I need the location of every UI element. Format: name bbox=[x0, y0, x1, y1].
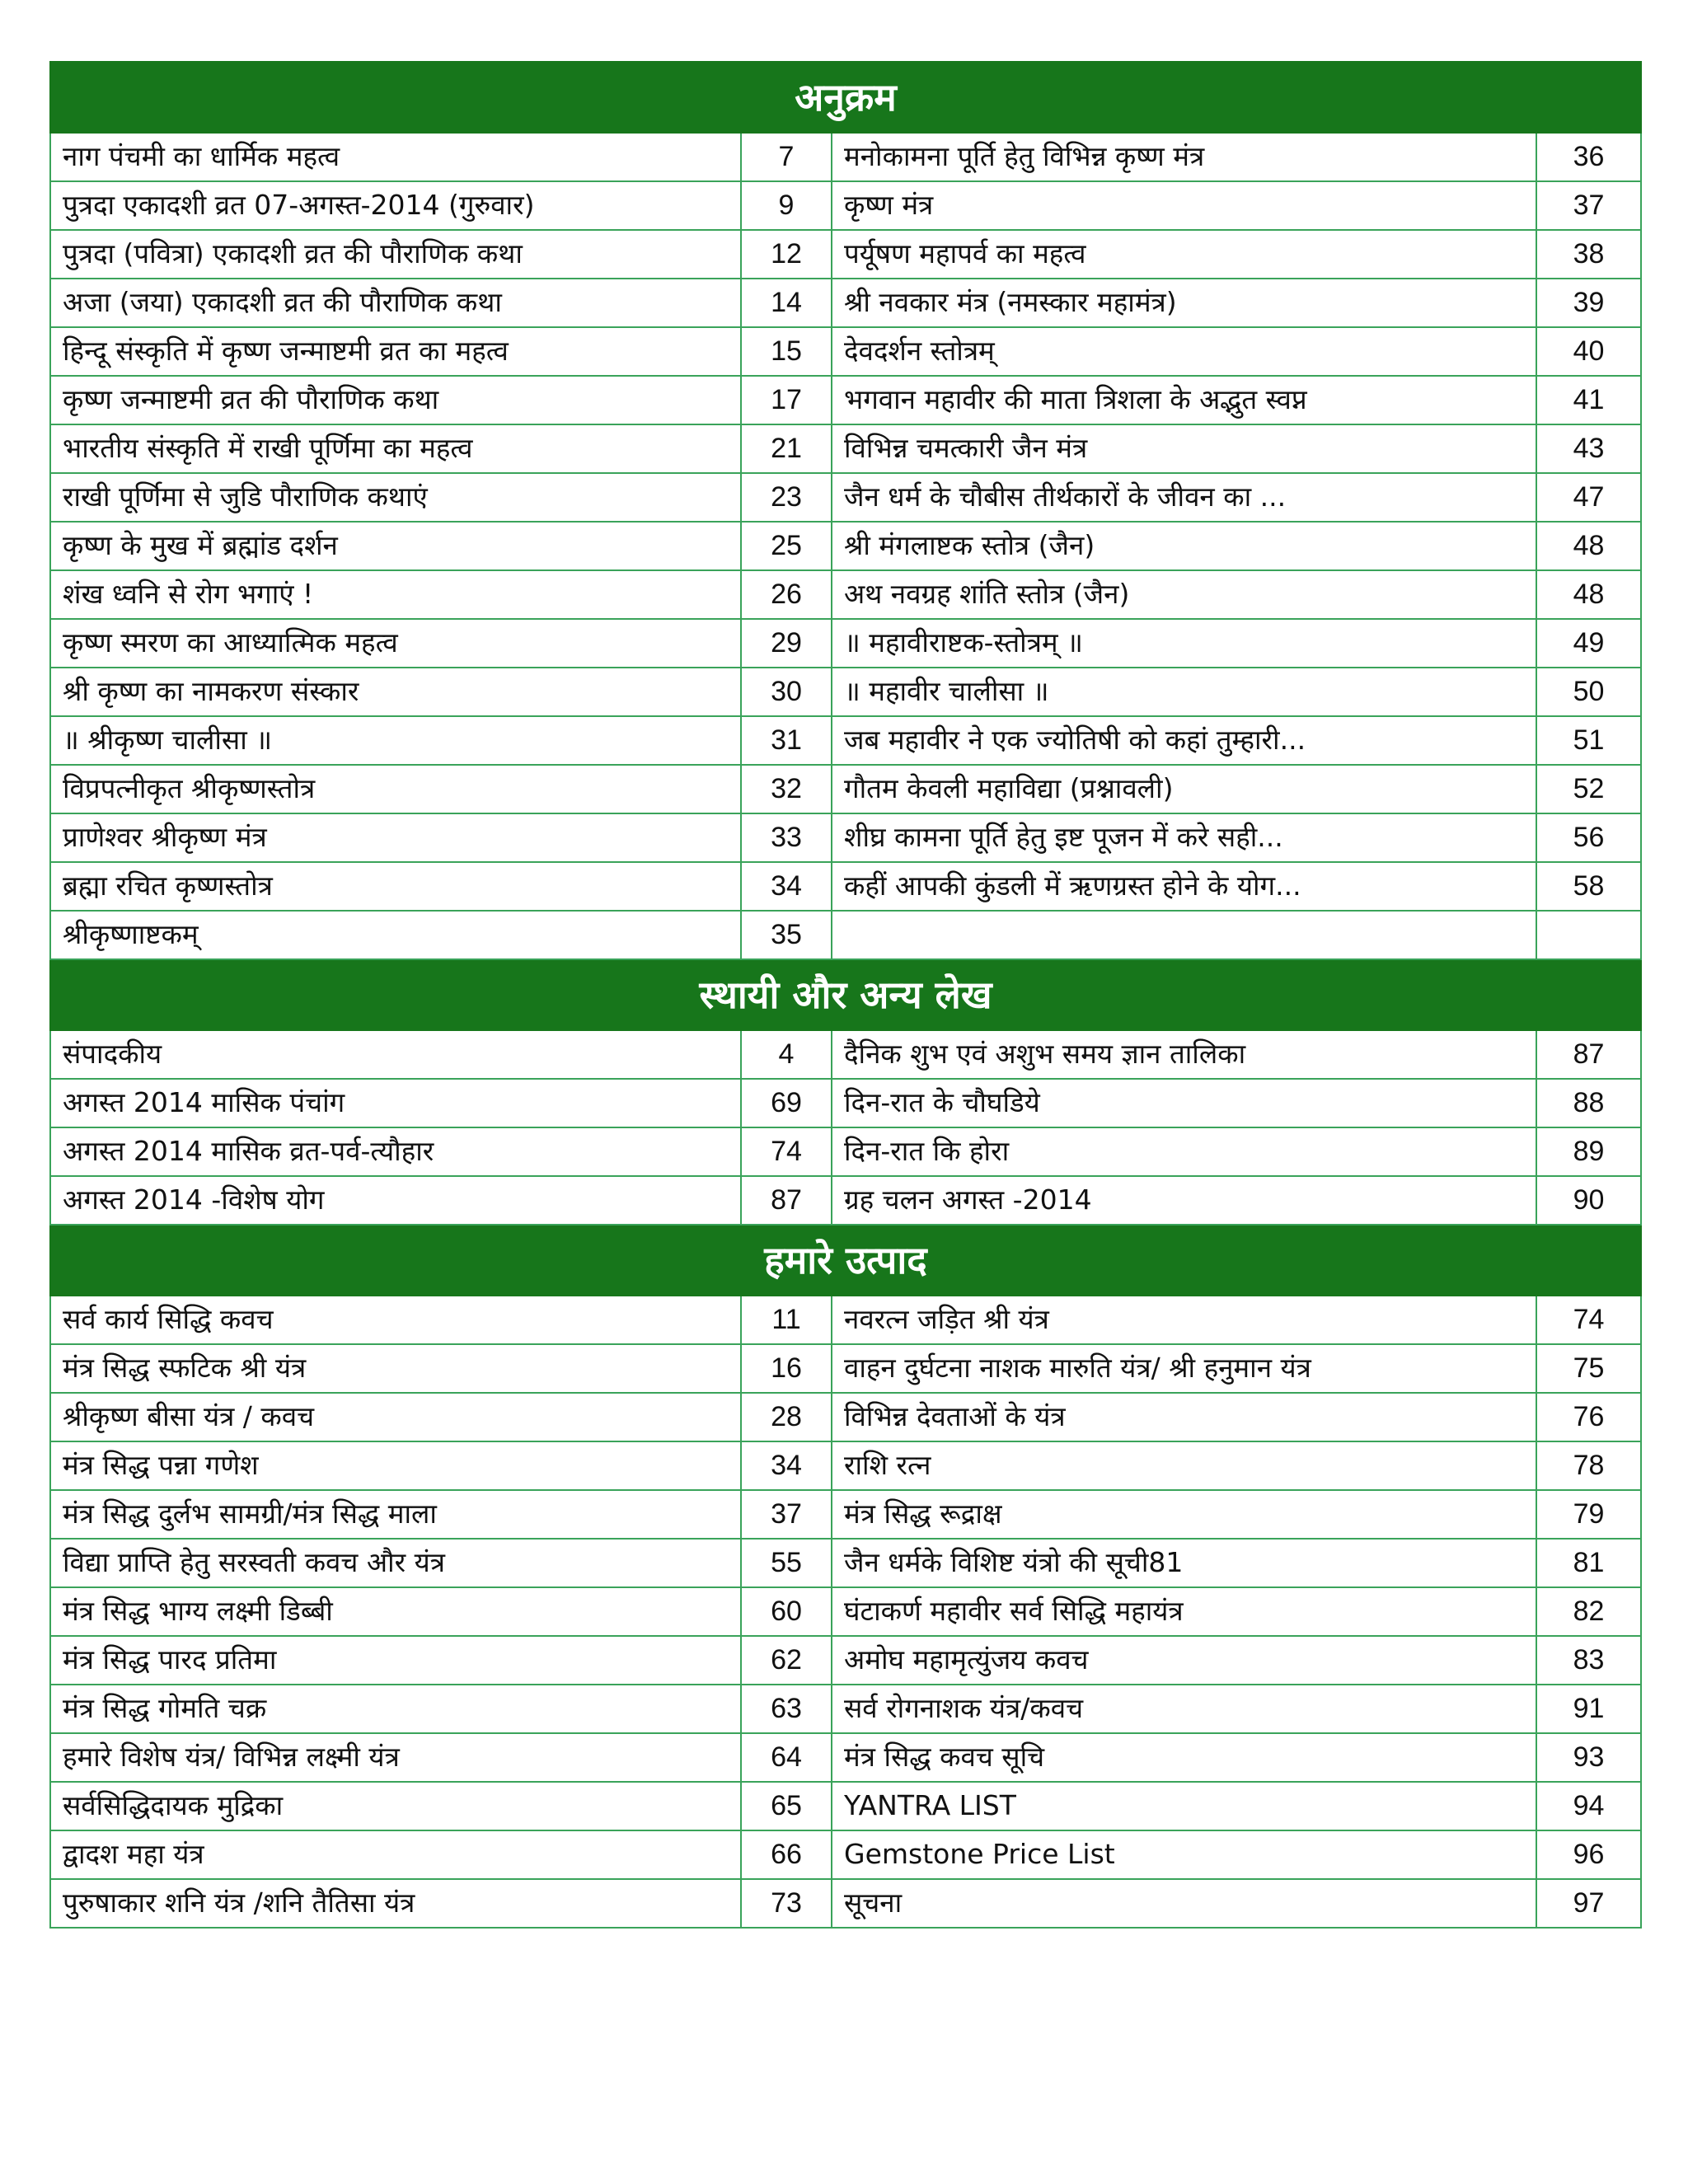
toc-entry-page: 21 bbox=[741, 424, 832, 473]
toc-entry-page: 74 bbox=[1536, 1296, 1641, 1344]
toc-row bbox=[50, 1030, 1641, 1079]
toc-row bbox=[50, 133, 1641, 181]
toc-entry-title: अगस्त 2014 मासिक पंचांग bbox=[50, 1079, 741, 1127]
toc-entry-title: सर्व रोगनाशक यंत्र/कवच bbox=[832, 1685, 1536, 1733]
toc-entry-page: 97 bbox=[1536, 1879, 1641, 1928]
toc-entry-page bbox=[1536, 911, 1641, 959]
toc-entry-page: 62 bbox=[741, 1636, 832, 1685]
section-title: अनुक्रम bbox=[50, 62, 1641, 133]
toc-entry-title: विद्या प्राप्ति हेतु सरस्वती कवच और यंत्र bbox=[50, 1539, 741, 1587]
toc-row bbox=[50, 1733, 1641, 1782]
toc-entry-page: 51 bbox=[1536, 716, 1641, 765]
toc-entry-page: 87 bbox=[741, 1176, 832, 1225]
toc-row bbox=[50, 619, 1641, 668]
toc-row bbox=[50, 473, 1641, 522]
toc-row bbox=[50, 813, 1641, 862]
section-title: स्थायी और अन्य लेख bbox=[50, 959, 1641, 1030]
toc-entry-title: श्री नवकार मंत्र (नमस्कार महामंत्र) bbox=[832, 279, 1536, 327]
toc-entry-page: 4 bbox=[741, 1030, 832, 1079]
toc-entry-title: विप्रपत्नीकृत श्रीकृष्णस्तोत्र bbox=[50, 765, 741, 813]
toc-entry-page: 49 bbox=[1536, 619, 1641, 668]
toc-entry-page: 29 bbox=[741, 619, 832, 668]
section-header bbox=[50, 1225, 1641, 1296]
toc-row bbox=[50, 1587, 1641, 1636]
toc-entry-title: मंत्र सिद्ध गोमति चक्र bbox=[50, 1685, 741, 1733]
toc-body bbox=[50, 62, 1641, 1928]
toc-entry-title: श्रीकृष्ण बीसा यंत्र / कवच bbox=[50, 1393, 741, 1441]
toc-entry-page: 75 bbox=[1536, 1344, 1641, 1393]
toc-entry-title: मंत्र सिद्ध स्फटिक श्री यंत्र bbox=[50, 1344, 741, 1393]
toc-entry-title: कहीं आपकी कुंडली में ऋणग्रस्त होने के योग... bbox=[832, 862, 1536, 911]
toc-entry-title: मंत्र सिद्ध पन्ना गणेश bbox=[50, 1441, 741, 1490]
toc-row bbox=[50, 1441, 1641, 1490]
toc-entry-page: 41 bbox=[1536, 376, 1641, 424]
toc-entry-page: 37 bbox=[741, 1490, 832, 1539]
toc-entry-title: हमारे विशेष यंत्र/ विभिन्न लक्ष्मी यंत्र bbox=[50, 1733, 741, 1782]
toc-entry-page: 30 bbox=[741, 668, 832, 716]
toc-entry-title: विभिन्न चमत्कारी जैन मंत्र bbox=[832, 424, 1536, 473]
toc-entry-page: 81 bbox=[1536, 1539, 1641, 1587]
toc-entry-page: 33 bbox=[741, 813, 832, 862]
toc-entry-page: 28 bbox=[741, 1393, 832, 1441]
toc-row bbox=[50, 570, 1641, 619]
section-title: हमारे उत्पाद bbox=[50, 1225, 1641, 1296]
toc-entry-title: नाग पंचमी का धार्मिक महत्व bbox=[50, 133, 741, 181]
toc-entry-page: 35 bbox=[741, 911, 832, 959]
toc-entry-title: जैन धर्मके विशिष्ट यंत्रो की सूची81 bbox=[832, 1539, 1536, 1587]
toc-row bbox=[50, 1490, 1641, 1539]
toc-entry-title: दिन-रात के चौघडिये bbox=[832, 1079, 1536, 1127]
toc-entry-title: मंत्र सिद्ध रूद्राक्ष bbox=[832, 1490, 1536, 1539]
toc-row bbox=[50, 1636, 1641, 1685]
toc-entry-page: 69 bbox=[741, 1079, 832, 1127]
toc-row bbox=[50, 716, 1641, 765]
toc-entry-title: जब महावीर ने एक ज्योतिषी को कहां तुम्हारी... bbox=[832, 716, 1536, 765]
toc-row bbox=[50, 230, 1641, 279]
toc-entry-page: 32 bbox=[741, 765, 832, 813]
toc-entry-page: 83 bbox=[1536, 1636, 1641, 1685]
toc-entry-page: 52 bbox=[1536, 765, 1641, 813]
toc-entry-page: 14 bbox=[741, 279, 832, 327]
toc-entry-page: 48 bbox=[1536, 570, 1641, 619]
toc-entry-page: 50 bbox=[1536, 668, 1641, 716]
toc-entry-title: मंत्र सिद्ध पारद प्रतिमा bbox=[50, 1636, 741, 1685]
toc-entry-title: अगस्त 2014 मासिक व्रत-पर्व-त्यौहार bbox=[50, 1127, 741, 1176]
toc-entry-title: श्री कृष्ण का नामकरण संस्कार bbox=[50, 668, 741, 716]
toc-entry-page: 9 bbox=[741, 181, 832, 230]
toc-entry-title: सूचना bbox=[832, 1879, 1536, 1928]
toc-entry-page: 64 bbox=[741, 1733, 832, 1782]
toc-entry-title: YANTRA LIST bbox=[832, 1782, 1536, 1830]
toc-row bbox=[50, 1685, 1641, 1733]
toc-entry-page: 47 bbox=[1536, 473, 1641, 522]
toc-entry-title: विभिन्न देवताओं के यंत्र bbox=[832, 1393, 1536, 1441]
toc-entry-page: 60 bbox=[741, 1587, 832, 1636]
toc-entry-page: 96 bbox=[1536, 1830, 1641, 1879]
toc-entry-title: मंत्र सिद्ध दुर्लभ सामग्री/मंत्र सिद्ध माला bbox=[50, 1490, 741, 1539]
toc-entry-title: ब्रह्मा रचित कृष्णस्तोत्र bbox=[50, 862, 741, 911]
toc-entry-title: कृष्ण मंत्र bbox=[832, 181, 1536, 230]
toc-row bbox=[50, 181, 1641, 230]
table-of-contents bbox=[49, 61, 1642, 1929]
toc-entry-page: 66 bbox=[741, 1830, 832, 1879]
toc-entry-page: 58 bbox=[1536, 862, 1641, 911]
toc-row bbox=[50, 765, 1641, 813]
toc-entry-page: 16 bbox=[741, 1344, 832, 1393]
toc-entry-page: 11 bbox=[741, 1296, 832, 1344]
toc-entry-page: 94 bbox=[1536, 1782, 1641, 1830]
toc-row bbox=[50, 1344, 1641, 1393]
toc-row bbox=[50, 862, 1641, 911]
toc-entry-title: संपादकीय bbox=[50, 1030, 741, 1079]
toc-row bbox=[50, 1079, 1641, 1127]
toc-entry-title: जैन धर्म के चौबीस तीर्थकारों के जीवन का ... bbox=[832, 473, 1536, 522]
toc-row bbox=[50, 376, 1641, 424]
toc-entry-page: 65 bbox=[741, 1782, 832, 1830]
toc-row bbox=[50, 911, 1641, 959]
toc-entry-page: 37 bbox=[1536, 181, 1641, 230]
toc-row bbox=[50, 1830, 1641, 1879]
toc-entry-title: अथ नवग्रह शांति स्तोत्र (जैन) bbox=[832, 570, 1536, 619]
toc-row bbox=[50, 279, 1641, 327]
toc-entry-page: 73 bbox=[741, 1879, 832, 1928]
toc-entry-page: 12 bbox=[741, 230, 832, 279]
section-header bbox=[50, 959, 1641, 1030]
toc-entry-title: मंत्र सिद्ध भाग्य लक्ष्मी डिब्बी bbox=[50, 1587, 741, 1636]
toc-entry-title: पुत्रदा (पवित्रा) एकादशी व्रत की पौराणिक कथा bbox=[50, 230, 741, 279]
toc-entry-title: शीघ्र कामना पूर्ति हेतु इष्ट पूजन में करे सही... bbox=[832, 813, 1536, 862]
toc-entry-page: 40 bbox=[1536, 327, 1641, 376]
toc-entry-title: दिन-रात कि होरा bbox=[832, 1127, 1536, 1176]
toc-entry-title bbox=[832, 911, 1536, 959]
toc-entry-title: श्री मंगलाष्टक स्तोत्र (जैन) bbox=[832, 522, 1536, 570]
toc-entry-title: द्वादश महा यंत्र bbox=[50, 1830, 741, 1879]
toc-entry-title: दैनिक शुभ एवं अशुभ समय ज्ञान तालिका bbox=[832, 1030, 1536, 1079]
toc-entry-title: कृष्ण के मुख में ब्रह्मांड दर्शन bbox=[50, 522, 741, 570]
toc-row bbox=[50, 1782, 1641, 1830]
toc-entry-page: 89 bbox=[1536, 1127, 1641, 1176]
toc-entry-page: 56 bbox=[1536, 813, 1641, 862]
toc-entry-title: कृष्ण स्मरण का आध्यात्मिक महत्व bbox=[50, 619, 741, 668]
toc-entry-page: 88 bbox=[1536, 1079, 1641, 1127]
toc-row bbox=[50, 1127, 1641, 1176]
toc-entry-page: 78 bbox=[1536, 1441, 1641, 1490]
toc-entry-page: 93 bbox=[1536, 1733, 1641, 1782]
section-header bbox=[50, 62, 1641, 133]
toc-entry-title: Gemstone Price List bbox=[832, 1830, 1536, 1879]
toc-entry-title: कृष्ण जन्माष्टमी व्रत की पौराणिक कथा bbox=[50, 376, 741, 424]
toc-entry-title: प्राणेश्वर श्रीकृष्ण मंत्र bbox=[50, 813, 741, 862]
toc-entry-title: वाहन दुर्घटना नाशक मारुति यंत्र/ श्री हनुमान यंत्र bbox=[832, 1344, 1536, 1393]
toc-entry-title: हिन्दू संस्कृति में कृष्ण जन्माष्टमी व्रत का महत्व bbox=[50, 327, 741, 376]
toc-entry-title: सर्व कार्य सिद्धि कवच bbox=[50, 1296, 741, 1344]
toc-entry-page: 79 bbox=[1536, 1490, 1641, 1539]
toc-entry-page: 91 bbox=[1536, 1685, 1641, 1733]
toc-row bbox=[50, 1879, 1641, 1928]
toc-entry-page: 55 bbox=[741, 1539, 832, 1587]
toc-entry-page: 17 bbox=[741, 376, 832, 424]
toc-row bbox=[50, 668, 1641, 716]
toc-entry-title: भारतीय संस्कृति में राखी पूर्णिमा का महत्व bbox=[50, 424, 741, 473]
toc-entry-title: राखी पूर्णिमा से जुडि पौराणिक कथाएं bbox=[50, 473, 741, 522]
toc-entry-title: घंटाकर्ण महावीर सर्व सिद्धि महायंत्र bbox=[832, 1587, 1536, 1636]
toc-entry-page: 43 bbox=[1536, 424, 1641, 473]
toc-row bbox=[50, 424, 1641, 473]
toc-entry-title: भगवान महावीर की माता त्रिशला के अद्भुत स्वप्न bbox=[832, 376, 1536, 424]
toc-entry-title: अगस्त 2014 -विशेष योग bbox=[50, 1176, 741, 1225]
toc-entry-page: 36 bbox=[1536, 133, 1641, 181]
toc-entry-title: मंत्र सिद्ध कवच सूचि bbox=[832, 1733, 1536, 1782]
toc-entry-title: ॥ महावीराष्टक-स्तोत्रम् ॥ bbox=[832, 619, 1536, 668]
toc-row bbox=[50, 1176, 1641, 1225]
toc-entry-page: 31 bbox=[741, 716, 832, 765]
toc-entry-title: ॥ श्रीकृष्ण चालीसा ॥ bbox=[50, 716, 741, 765]
toc-entry-title: गौतम केवली महाविद्या (प्रश्नावली) bbox=[832, 765, 1536, 813]
toc-entry-page: 82 bbox=[1536, 1587, 1641, 1636]
toc-entry-page: 90 bbox=[1536, 1176, 1641, 1225]
toc-entry-title: अजा (जया) एकादशी व्रत की पौराणिक कथा bbox=[50, 279, 741, 327]
toc-entry-title: नवरत्न जड़ित श्री यंत्र bbox=[832, 1296, 1536, 1344]
toc-entry-title: मनोकामना पूर्ति हेतु विभिन्न कृष्ण मंत्र bbox=[832, 133, 1536, 181]
toc-entry-title: सर्वसिद्धिदायक मुद्रिका bbox=[50, 1782, 741, 1830]
toc-entry-title: पर्यूषण महापर्व का महत्व bbox=[832, 230, 1536, 279]
toc-entry-title: श्रीकृष्णाष्टकम् bbox=[50, 911, 741, 959]
toc-entry-page: 15 bbox=[741, 327, 832, 376]
toc-entry-title: अमोघ महामृत्युंजय कवच bbox=[832, 1636, 1536, 1685]
toc-entry-page: 63 bbox=[741, 1685, 832, 1733]
toc-entry-title: पुत्रदा एकादशी व्रत 07-अगस्त-2014 (गुरुवार) bbox=[50, 181, 741, 230]
toc-entry-title: ग्रह चलन अगस्त -2014 bbox=[832, 1176, 1536, 1225]
toc-entry-title: देवदर्शन स्तोत्रम् bbox=[832, 327, 1536, 376]
toc-entry-page: 34 bbox=[741, 1441, 832, 1490]
toc-entry-title: राशि रत्न bbox=[832, 1441, 1536, 1490]
toc-row bbox=[50, 1393, 1641, 1441]
toc-entry-page: 48 bbox=[1536, 522, 1641, 570]
toc-entry-page: 74 bbox=[741, 1127, 832, 1176]
toc-row bbox=[50, 1296, 1641, 1344]
toc-entry-page: 76 bbox=[1536, 1393, 1641, 1441]
toc-entry-page: 25 bbox=[741, 522, 832, 570]
toc-entry-title: पुरुषाकार शनि यंत्र /शनि तैतिसा यंत्र bbox=[50, 1879, 741, 1928]
toc-entry-page: 87 bbox=[1536, 1030, 1641, 1079]
toc-entry-page: 7 bbox=[741, 133, 832, 181]
toc-entry-page: 39 bbox=[1536, 279, 1641, 327]
toc-row bbox=[50, 522, 1641, 570]
toc-row bbox=[50, 327, 1641, 376]
toc-entry-page: 23 bbox=[741, 473, 832, 522]
toc-row bbox=[50, 1539, 1641, 1587]
toc-entry-page: 34 bbox=[741, 862, 832, 911]
toc-entry-page: 26 bbox=[741, 570, 832, 619]
toc-entry-title: ॥ महावीर चालीसा ॥ bbox=[832, 668, 1536, 716]
toc-entry-page: 38 bbox=[1536, 230, 1641, 279]
toc-entry-title: शंख ध्वनि से रोग भगाएं ! bbox=[50, 570, 741, 619]
